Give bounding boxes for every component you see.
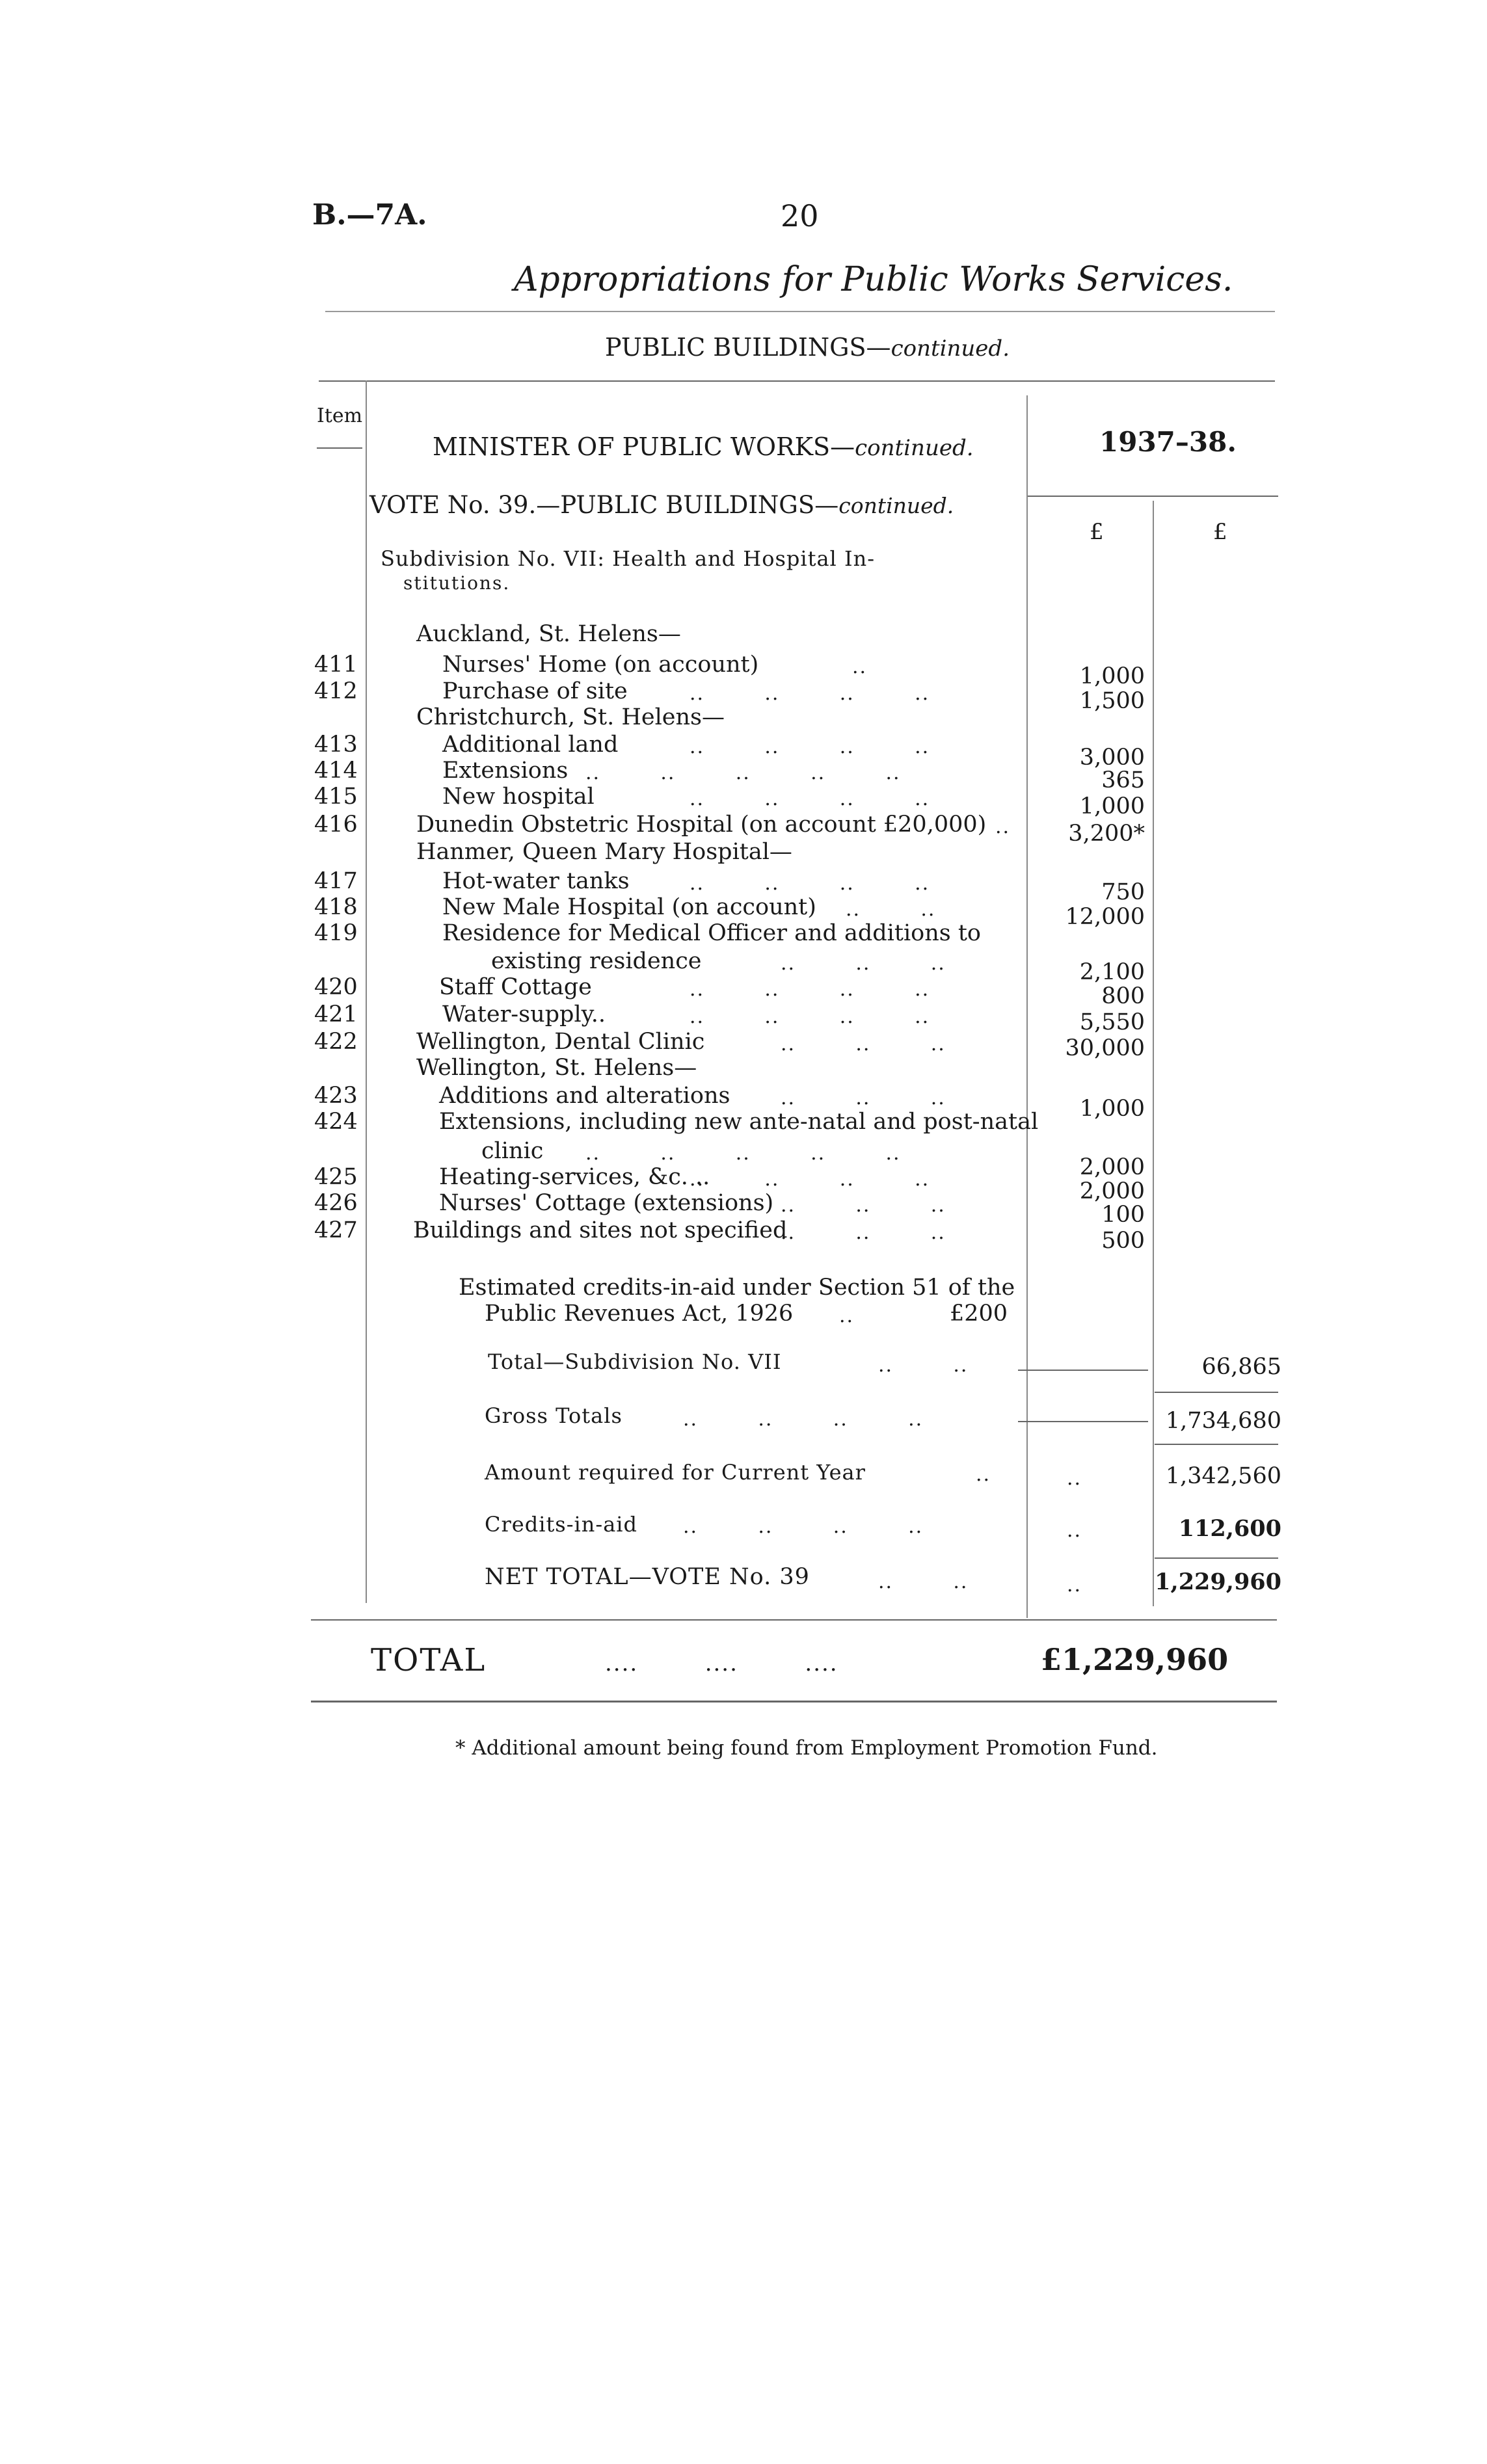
item-description: Nurses' Home (on account) [442, 652, 759, 678]
item-amount: 2,000 [1079, 1154, 1145, 1180]
item-description: Heating-services, &c. .. [439, 1164, 710, 1190]
item-description: Dunedin Obstetric Hospital (on account £20,000) [416, 812, 987, 838]
item-description: Additions and alterations [439, 1083, 730, 1109]
pound-sign-column-2: £ [1213, 519, 1227, 545]
item-number: 423 [314, 1083, 358, 1109]
item-number: 411 [314, 652, 358, 678]
item-number: 420 [314, 974, 358, 1000]
leader-dots: .. [1067, 1519, 1082, 1542]
item-amount: 1,000 [1079, 793, 1145, 819]
item-description: Hot-water tanks [442, 868, 630, 894]
item-description: Extensions [442, 758, 569, 784]
page-reference: B.—7A. [312, 198, 427, 232]
total-subdivision-label: Total—Subdivision No. VII [488, 1349, 782, 1374]
subdivision-heading-continued: stitutions. [403, 572, 511, 594]
leader-dots: .. .. .. .. [683, 1515, 924, 1538]
item-number: 416 [314, 812, 358, 838]
gross-dash [1018, 1421, 1148, 1422]
gross-totals-label: Gross Totals [485, 1403, 623, 1428]
item-amount: 2,100 [1079, 959, 1145, 985]
leader-dots: .. .. .. [781, 952, 946, 975]
item-amount: 1,500 [1079, 688, 1145, 714]
item-number: 412 [314, 678, 358, 704]
item-amount: 5,550 [1079, 1009, 1145, 1035]
amount-column-rule [1026, 395, 1028, 1618]
leader-dots: .. .. .. .. [690, 788, 930, 810]
leader-dots: .. .. [878, 1570, 969, 1593]
grand-total-rule [311, 1701, 1277, 1702]
subtotal-dash [1018, 1370, 1148, 1371]
item-description: Hanmer, Queen Mary Hospital— [416, 839, 792, 865]
leader-dots: .. [995, 815, 1011, 838]
item-description: Extensions, including new ante-natal and post-natal [439, 1109, 1039, 1135]
item-amount: 100 [1101, 1202, 1145, 1228]
item-number: 413 [314, 732, 358, 758]
item-number: 422 [314, 1029, 358, 1055]
table-top-rule [319, 380, 1275, 382]
pound-sign-column-1: £ [1090, 519, 1104, 545]
item-description: Wellington, St. Helens— [416, 1055, 697, 1081]
total-column-rule [1153, 501, 1154, 1606]
item-description: Water-supply.. [442, 1001, 606, 1027]
item-number: 415 [314, 784, 358, 810]
item-number: 417 [314, 868, 358, 894]
item-amount: 1,000 [1079, 663, 1145, 689]
leader-dots: .. .. .. .. [690, 978, 930, 1001]
subdivision-heading: Subdivision No. VII: Health and Hospital In- [381, 546, 875, 571]
leader-dots: .. .. .. .. [690, 1005, 930, 1028]
grand-total-leader: .... .... .... [605, 1650, 838, 1676]
net-total-amount: 1,229,960 [1155, 1569, 1281, 1595]
credits-in-aid-label: Credits-in-aid [485, 1512, 637, 1537]
gross-underline [1155, 1444, 1278, 1445]
leader-dots: .. [976, 1463, 991, 1486]
vote-heading: VOTE No. 39.—PUBLIC BUILDINGS—continued. [369, 491, 954, 519]
item-number: 421 [314, 1001, 358, 1027]
page-title: Appropriations for Public Works Services. [514, 260, 1233, 299]
amount-required-amount: 1,342,560 [1165, 1463, 1281, 1489]
leader-dots: .. [1067, 1574, 1082, 1596]
item-amount: 365 [1101, 767, 1145, 793]
item-amount: 750 [1101, 879, 1145, 905]
leader-dots: .. [839, 1305, 855, 1327]
leader-dots: .. .. .. [781, 1221, 946, 1244]
leader-dots: .. .. .. .. [690, 682, 930, 705]
leader-dots: .. [852, 656, 868, 678]
leader-dots: .. .. .. [781, 1087, 946, 1109]
item-number: 424 [314, 1109, 358, 1135]
item-description: Buildings and sites not specified [413, 1217, 788, 1243]
item-description: existing residence [491, 948, 702, 974]
item-description: Christchurch, St. Helens— [416, 704, 725, 730]
leader-dots: .. [1067, 1467, 1082, 1490]
item-description: clinic [481, 1138, 544, 1164]
leader-dots: .. .. .. .. [690, 735, 930, 758]
grand-total-label: TOTAL [371, 1642, 487, 1678]
item-number: 426 [314, 1190, 358, 1216]
item-number: 427 [314, 1217, 358, 1243]
item-description: Residence for Medical Officer and additions to [442, 920, 981, 946]
total-subdivision-amount: 66,865 [1201, 1354, 1281, 1380]
item-description: Nurses' Cottage (extensions) [439, 1190, 774, 1216]
item-description: Purchase of site [442, 678, 628, 704]
item-amount: 500 [1101, 1228, 1145, 1254]
subtotal-underline [1155, 1392, 1278, 1393]
ministry-heading: MINISTER OF PUBLIC WORKS—continued. [433, 432, 974, 461]
leader-dots: .. .. .. .. .. [585, 762, 901, 784]
item-amount: 800 [1101, 983, 1145, 1009]
credits-note-line2: Public Revenues Act, 1926 [485, 1301, 794, 1327]
net-total-label: NET TOTAL—VOTE No. 39 [485, 1564, 810, 1590]
item-amount: 3,200* [1068, 821, 1145, 847]
item-amount: 30,000 [1065, 1035, 1145, 1061]
item-description: New Male Hospital (on account) [442, 894, 816, 920]
item-amount: 1,000 [1079, 1096, 1145, 1122]
grand-total-amount: £1,229,960 [1041, 1642, 1229, 1677]
leader-dots: .. .. .. .. .. [585, 1142, 901, 1165]
leader-dots: .. .. .. .. [690, 1168, 930, 1191]
credits-in-aid-amount: 112,600 [1178, 1515, 1281, 1542]
item-description: Additional land [442, 732, 619, 758]
page-number: 20 [781, 198, 819, 233]
item-amount: 3,000 [1079, 745, 1145, 771]
credits-note-amount: £200 [950, 1301, 1008, 1327]
item-number: 418 [314, 894, 358, 920]
item-description: Staff Cottage [439, 974, 592, 1000]
net-total-top-rule [1155, 1557, 1278, 1559]
year-column-header: 1937–38. [1099, 426, 1237, 458]
item-description: Auckland, St. Helens— [416, 621, 681, 647]
footnote: * Additional amount being found from Employment Promotion Fund. [455, 1736, 1158, 1760]
item-number: 425 [314, 1164, 358, 1190]
leader-dots: .. .. .. .. [683, 1408, 924, 1431]
amount-required-label: Amount required for Current Year [485, 1460, 866, 1485]
section-title: PUBLIC BUILDINGS—continued. [605, 333, 1010, 362]
table-bottom-rule [311, 1619, 1277, 1621]
credits-note-line1: Estimated credits-in-aid under Section 51 of the [459, 1275, 1015, 1301]
item-number: 414 [314, 758, 358, 784]
leader-dots: .. .. [846, 898, 936, 921]
item-amount: 12,000 [1065, 904, 1145, 930]
leader-dots: .. .. .. .. [690, 872, 930, 895]
leader-dots: .. .. .. [781, 1194, 946, 1217]
leader-dots: .. .. .. [781, 1033, 946, 1055]
item-column-header: Item [317, 404, 363, 427]
gross-totals-amount: 1,734,680 [1165, 1408, 1281, 1434]
item-description: Wellington, Dental Clinic [416, 1029, 705, 1055]
title-rule [325, 311, 1275, 312]
item-number: 419 [314, 920, 358, 946]
year-header-underline [1028, 496, 1278, 497]
leader-dots: .. .. [878, 1354, 969, 1377]
item-header-underline [317, 447, 362, 449]
item-amount: 2,000 [1079, 1178, 1145, 1204]
item-description: New hospital [442, 784, 595, 810]
